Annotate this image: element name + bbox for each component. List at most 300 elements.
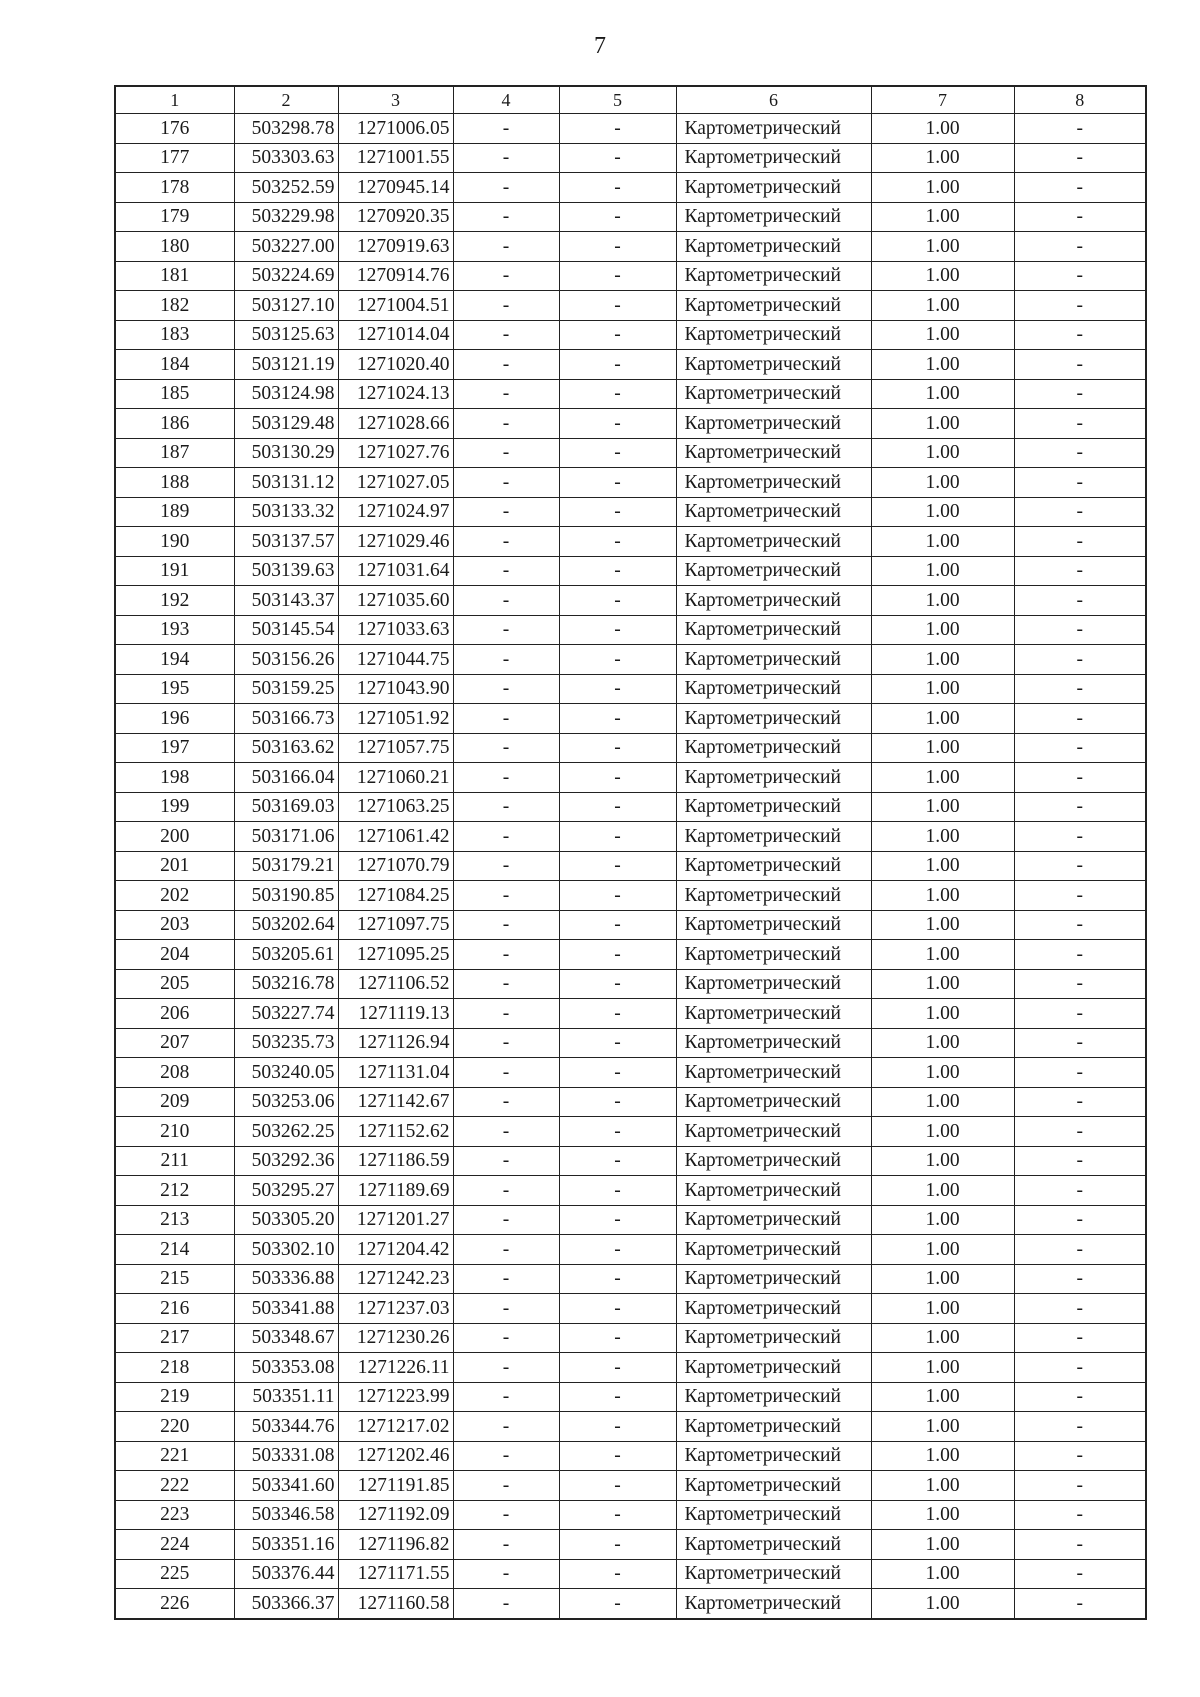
method-cell: Картометрический: [676, 881, 871, 911]
accuracy-cell: 1.00: [871, 1559, 1014, 1589]
column-4-cell: -: [453, 910, 559, 940]
column-4-cell: -: [453, 1294, 559, 1324]
point-number-cell: 190: [115, 527, 234, 557]
column-4-cell: -: [453, 1117, 559, 1147]
column-8-cell: -: [1014, 1530, 1146, 1560]
column-5-cell: -: [559, 999, 676, 1029]
x-coordinate-cell: 503295.27: [234, 1176, 338, 1206]
y-coordinate-cell: 1271204.42: [338, 1235, 453, 1265]
point-number-cell: 224: [115, 1530, 234, 1560]
column-8-cell: -: [1014, 792, 1146, 822]
point-number-cell: 207: [115, 1028, 234, 1058]
y-coordinate-cell: 1271033.63: [338, 615, 453, 645]
table-row: [115, 1058, 1146, 1088]
x-coordinate-cell: 503351.11: [234, 1382, 338, 1412]
x-coordinate-cell: 503253.06: [234, 1087, 338, 1117]
x-coordinate-cell: 503262.25: [234, 1117, 338, 1147]
column-4-cell: -: [453, 291, 559, 321]
column-8-cell: -: [1014, 497, 1146, 527]
column-5-cell: -: [559, 1471, 676, 1501]
accuracy-cell: 1.00: [871, 114, 1014, 144]
table-row: [115, 556, 1146, 586]
method-cell: Картометрический: [676, 704, 871, 734]
y-coordinate-cell: 1271186.59: [338, 1146, 453, 1176]
column-header: 7: [871, 86, 1014, 114]
method-cell: Картометрический: [676, 733, 871, 763]
accuracy-cell: 1.00: [871, 350, 1014, 380]
method-cell: Картометрический: [676, 1530, 871, 1560]
column-4-cell: -: [453, 114, 559, 144]
point-number-cell: 193: [115, 615, 234, 645]
y-coordinate-cell: 1271060.21: [338, 763, 453, 793]
column-4-cell: -: [453, 173, 559, 203]
method-cell: Картометрический: [676, 1087, 871, 1117]
accuracy-cell: 1.00: [871, 586, 1014, 616]
method-cell: Картометрический: [676, 822, 871, 852]
x-coordinate-cell: 503143.37: [234, 586, 338, 616]
column-header: 8: [1014, 86, 1146, 114]
x-coordinate-cell: 503133.32: [234, 497, 338, 527]
x-coordinate-cell: 503229.98: [234, 202, 338, 232]
table-row: [115, 1205, 1146, 1235]
accuracy-cell: 1.00: [871, 379, 1014, 409]
accuracy-cell: 1.00: [871, 497, 1014, 527]
column-8-cell: -: [1014, 940, 1146, 970]
point-number-cell: 177: [115, 143, 234, 173]
point-number-cell: 208: [115, 1058, 234, 1088]
column-8-cell: -: [1014, 320, 1146, 350]
accuracy-cell: 1.00: [871, 1117, 1014, 1147]
table-row: [115, 851, 1146, 881]
accuracy-cell: 1.00: [871, 143, 1014, 173]
coordinates-table: [114, 85, 1147, 1620]
y-coordinate-cell: 1271014.04: [338, 320, 453, 350]
x-coordinate-cell: 503346.58: [234, 1500, 338, 1530]
x-coordinate-cell: 503137.57: [234, 527, 338, 557]
column-4-cell: -: [453, 704, 559, 734]
point-number-cell: 206: [115, 999, 234, 1029]
column-5-cell: -: [559, 1205, 676, 1235]
column-4-cell: -: [453, 969, 559, 999]
table-row: [115, 527, 1146, 557]
column-8-cell: -: [1014, 1353, 1146, 1383]
column-header: 3: [338, 86, 453, 114]
accuracy-cell: 1.00: [871, 1500, 1014, 1530]
column-5-cell: -: [559, 232, 676, 262]
y-coordinate-cell: 1271171.55: [338, 1559, 453, 1589]
x-coordinate-cell: 503235.73: [234, 1028, 338, 1058]
column-5-cell: -: [559, 881, 676, 911]
x-coordinate-cell: 503353.08: [234, 1353, 338, 1383]
column-4-cell: -: [453, 232, 559, 262]
column-5-cell: -: [559, 114, 676, 144]
method-cell: Картометрический: [676, 350, 871, 380]
column-8-cell: -: [1014, 1441, 1146, 1471]
column-5-cell: -: [559, 645, 676, 675]
column-5-cell: -: [559, 1323, 676, 1353]
method-cell: Картометрический: [676, 1117, 871, 1147]
column-5-cell: -: [559, 1235, 676, 1265]
column-5-cell: -: [559, 350, 676, 380]
y-coordinate-cell: 1271217.02: [338, 1412, 453, 1442]
column-8-cell: -: [1014, 468, 1146, 498]
y-coordinate-cell: 1271027.05: [338, 468, 453, 498]
column-4-cell: -: [453, 1500, 559, 1530]
column-8-cell: -: [1014, 645, 1146, 675]
method-cell: Картометрический: [676, 1146, 871, 1176]
column-4-cell: -: [453, 999, 559, 1029]
column-8-cell: -: [1014, 1589, 1146, 1619]
table-row: [115, 822, 1146, 852]
column-4-cell: -: [453, 202, 559, 232]
table-row: [115, 940, 1146, 970]
table-row: [115, 1235, 1146, 1265]
method-cell: Картометрический: [676, 586, 871, 616]
method-cell: Картометрический: [676, 143, 871, 173]
table-row: [115, 114, 1146, 144]
method-cell: Картометрический: [676, 379, 871, 409]
y-coordinate-cell: 1271142.67: [338, 1087, 453, 1117]
column-5-cell: -: [559, 822, 676, 852]
column-8-cell: -: [1014, 438, 1146, 468]
y-coordinate-cell: 1271106.52: [338, 969, 453, 999]
x-coordinate-cell: 503124.98: [234, 379, 338, 409]
column-4-cell: -: [453, 1589, 559, 1619]
column-8-cell: -: [1014, 379, 1146, 409]
accuracy-cell: 1.00: [871, 1205, 1014, 1235]
column-8-cell: -: [1014, 291, 1146, 321]
column-8-cell: -: [1014, 1500, 1146, 1530]
column-5-cell: -: [559, 1146, 676, 1176]
column-8-cell: -: [1014, 114, 1146, 144]
y-coordinate-cell: 1271044.75: [338, 645, 453, 675]
accuracy-cell: 1.00: [871, 291, 1014, 321]
point-number-cell: 210: [115, 1117, 234, 1147]
y-coordinate-cell: 1271063.25: [338, 792, 453, 822]
table-row: [115, 615, 1146, 645]
column-4-cell: -: [453, 1205, 559, 1235]
point-number-cell: 185: [115, 379, 234, 409]
accuracy-cell: 1.00: [871, 763, 1014, 793]
column-4-cell: -: [453, 851, 559, 881]
accuracy-cell: 1.00: [871, 232, 1014, 262]
column-4-cell: -: [453, 1264, 559, 1294]
table-row: [115, 1087, 1146, 1117]
column-8-cell: -: [1014, 1235, 1146, 1265]
method-cell: Картометрический: [676, 999, 871, 1029]
column-8-cell: -: [1014, 556, 1146, 586]
method-cell: Картометрический: [676, 1058, 871, 1088]
x-coordinate-cell: 503139.63: [234, 556, 338, 586]
table-row: [115, 350, 1146, 380]
column-4-cell: -: [453, 586, 559, 616]
column-5-cell: -: [559, 792, 676, 822]
y-coordinate-cell: 1271006.05: [338, 114, 453, 144]
point-number-cell: 197: [115, 733, 234, 763]
column-4-cell: -: [453, 645, 559, 675]
method-cell: Картометрический: [676, 232, 871, 262]
method-cell: Картометрический: [676, 969, 871, 999]
x-coordinate-cell: 503227.00: [234, 232, 338, 262]
column-4-cell: -: [453, 1176, 559, 1206]
y-coordinate-cell: 1271084.25: [338, 881, 453, 911]
method-cell: Картометрический: [676, 173, 871, 203]
column-8-cell: -: [1014, 733, 1146, 763]
column-4-cell: -: [453, 1412, 559, 1442]
column-4-cell: -: [453, 438, 559, 468]
table-row: [115, 379, 1146, 409]
table-row: [115, 1559, 1146, 1589]
table-row: [115, 468, 1146, 498]
column-header: 4: [453, 86, 559, 114]
column-5-cell: -: [559, 173, 676, 203]
header-row: [115, 86, 1146, 114]
method-cell: Картометрический: [676, 851, 871, 881]
column-8-cell: -: [1014, 527, 1146, 557]
accuracy-cell: 1.00: [871, 1412, 1014, 1442]
x-coordinate-cell: 503179.21: [234, 851, 338, 881]
accuracy-cell: 1.00: [871, 1028, 1014, 1058]
table-header: [115, 86, 1146, 114]
column-5-cell: -: [559, 1589, 676, 1619]
column-4-cell: -: [453, 1058, 559, 1088]
column-5-cell: -: [559, 409, 676, 439]
accuracy-cell: 1.00: [871, 674, 1014, 704]
accuracy-cell: 1.00: [871, 202, 1014, 232]
x-coordinate-cell: 503145.54: [234, 615, 338, 645]
column-4-cell: -: [453, 1235, 559, 1265]
accuracy-cell: 1.00: [871, 468, 1014, 498]
column-5-cell: -: [559, 1382, 676, 1412]
point-number-cell: 189: [115, 497, 234, 527]
x-coordinate-cell: 503159.25: [234, 674, 338, 704]
table-row: [115, 792, 1146, 822]
column-4-cell: -: [453, 1441, 559, 1471]
point-number-cell: 200: [115, 822, 234, 852]
y-coordinate-cell: 1271226.11: [338, 1353, 453, 1383]
column-5-cell: -: [559, 733, 676, 763]
x-coordinate-cell: 503344.76: [234, 1412, 338, 1442]
x-coordinate-cell: 503302.10: [234, 1235, 338, 1265]
point-number-cell: 213: [115, 1205, 234, 1235]
x-coordinate-cell: 503127.10: [234, 291, 338, 321]
table-row: [115, 1530, 1146, 1560]
column-8-cell: -: [1014, 409, 1146, 439]
table-row: [115, 999, 1146, 1029]
table-row: [115, 704, 1146, 734]
table-body: [115, 114, 1146, 1619]
column-4-cell: -: [453, 1471, 559, 1501]
accuracy-cell: 1.00: [871, 645, 1014, 675]
table-row: [115, 1382, 1146, 1412]
y-coordinate-cell: 1270914.76: [338, 261, 453, 291]
x-coordinate-cell: 503130.29: [234, 438, 338, 468]
method-cell: Картометрический: [676, 940, 871, 970]
column-5-cell: -: [559, 202, 676, 232]
column-4-cell: -: [453, 763, 559, 793]
y-coordinate-cell: 1271131.04: [338, 1058, 453, 1088]
accuracy-cell: 1.00: [871, 615, 1014, 645]
column-5-cell: -: [559, 1058, 676, 1088]
point-number-cell: 220: [115, 1412, 234, 1442]
column-5-cell: -: [559, 291, 676, 321]
column-5-cell: -: [559, 1441, 676, 1471]
table-row: [115, 1353, 1146, 1383]
point-number-cell: 187: [115, 438, 234, 468]
table-row: [115, 409, 1146, 439]
point-number-cell: 178: [115, 173, 234, 203]
column-4-cell: -: [453, 350, 559, 380]
accuracy-cell: 1.00: [871, 1353, 1014, 1383]
point-number-cell: 214: [115, 1235, 234, 1265]
y-coordinate-cell: 1271024.97: [338, 497, 453, 527]
accuracy-cell: 1.00: [871, 1235, 1014, 1265]
column-4-cell: -: [453, 733, 559, 763]
column-4-cell: -: [453, 409, 559, 439]
y-coordinate-cell: 1271192.09: [338, 1500, 453, 1530]
x-coordinate-cell: 503166.04: [234, 763, 338, 793]
column-5-cell: -: [559, 1117, 676, 1147]
column-8-cell: -: [1014, 1323, 1146, 1353]
column-4-cell: -: [453, 940, 559, 970]
column-4-cell: -: [453, 261, 559, 291]
table-row: [115, 1176, 1146, 1206]
table-row: [115, 1471, 1146, 1501]
method-cell: Картометрический: [676, 1235, 871, 1265]
column-4-cell: -: [453, 1559, 559, 1589]
column-4-cell: -: [453, 527, 559, 557]
column-5-cell: -: [559, 527, 676, 557]
y-coordinate-cell: 1271242.23: [338, 1264, 453, 1294]
x-coordinate-cell: 503341.60: [234, 1471, 338, 1501]
accuracy-cell: 1.00: [871, 881, 1014, 911]
x-coordinate-cell: 503163.62: [234, 733, 338, 763]
column-8-cell: -: [1014, 143, 1146, 173]
column-header: 6: [676, 86, 871, 114]
x-coordinate-cell: 503129.48: [234, 409, 338, 439]
y-coordinate-cell: 1271097.75: [338, 910, 453, 940]
point-number-cell: 205: [115, 969, 234, 999]
column-4-cell: -: [453, 674, 559, 704]
method-cell: Картометрический: [676, 910, 871, 940]
accuracy-cell: 1.00: [871, 1382, 1014, 1412]
point-number-cell: 186: [115, 409, 234, 439]
column-5-cell: -: [559, 1559, 676, 1589]
accuracy-cell: 1.00: [871, 1294, 1014, 1324]
x-coordinate-cell: 503121.19: [234, 350, 338, 380]
table-row: [115, 497, 1146, 527]
point-number-cell: 199: [115, 792, 234, 822]
column-8-cell: -: [1014, 586, 1146, 616]
method-cell: Картометрический: [676, 261, 871, 291]
column-8-cell: -: [1014, 1205, 1146, 1235]
y-coordinate-cell: 1271223.99: [338, 1382, 453, 1412]
table-row: [115, 881, 1146, 911]
column-8-cell: -: [1014, 881, 1146, 911]
accuracy-cell: 1.00: [871, 733, 1014, 763]
column-4-cell: -: [453, 1382, 559, 1412]
y-coordinate-cell: 1271001.55: [338, 143, 453, 173]
column-8-cell: -: [1014, 999, 1146, 1029]
x-coordinate-cell: 503366.37: [234, 1589, 338, 1619]
column-8-cell: -: [1014, 704, 1146, 734]
point-number-cell: 219: [115, 1382, 234, 1412]
y-coordinate-cell: 1271119.13: [338, 999, 453, 1029]
accuracy-cell: 1.00: [871, 1530, 1014, 1560]
column-5-cell: -: [559, 910, 676, 940]
table-row: [115, 1294, 1146, 1324]
method-cell: Картометрический: [676, 556, 871, 586]
column-4-cell: -: [453, 497, 559, 527]
point-number-cell: 180: [115, 232, 234, 262]
method-cell: Картометрический: [676, 114, 871, 144]
y-coordinate-cell: 1271031.64: [338, 556, 453, 586]
column-8-cell: -: [1014, 910, 1146, 940]
accuracy-cell: 1.00: [871, 1176, 1014, 1206]
table-row: [115, 202, 1146, 232]
accuracy-cell: 1.00: [871, 969, 1014, 999]
column-8-cell: -: [1014, 615, 1146, 645]
column-5-cell: -: [559, 1176, 676, 1206]
method-cell: Картометрический: [676, 1323, 871, 1353]
column-5-cell: -: [559, 1264, 676, 1294]
table-row: [115, 1028, 1146, 1058]
method-cell: Картометрический: [676, 1028, 871, 1058]
point-number-cell: 201: [115, 851, 234, 881]
method-cell: Картометрический: [676, 320, 871, 350]
column-5-cell: -: [559, 586, 676, 616]
method-cell: Картометрический: [676, 1559, 871, 1589]
column-8-cell: -: [1014, 1294, 1146, 1324]
x-coordinate-cell: 503331.08: [234, 1441, 338, 1471]
column-4-cell: -: [453, 615, 559, 645]
accuracy-cell: 1.00: [871, 556, 1014, 586]
y-coordinate-cell: 1271152.62: [338, 1117, 453, 1147]
method-cell: Картометрический: [676, 202, 871, 232]
method-cell: Картометрический: [676, 1471, 871, 1501]
point-number-cell: 221: [115, 1441, 234, 1471]
x-coordinate-cell: 503351.16: [234, 1530, 338, 1560]
point-number-cell: 192: [115, 586, 234, 616]
point-number-cell: 191: [115, 556, 234, 586]
x-coordinate-cell: 503227.74: [234, 999, 338, 1029]
table-row: [115, 291, 1146, 321]
y-coordinate-cell: 1271126.94: [338, 1028, 453, 1058]
column-8-cell: -: [1014, 350, 1146, 380]
method-cell: Картометрический: [676, 1589, 871, 1619]
column-5-cell: -: [559, 320, 676, 350]
column-4-cell: -: [453, 320, 559, 350]
column-8-cell: -: [1014, 969, 1146, 999]
y-coordinate-cell: 1271029.46: [338, 527, 453, 557]
y-coordinate-cell: 1271035.60: [338, 586, 453, 616]
accuracy-cell: 1.00: [871, 1058, 1014, 1088]
y-coordinate-cell: 1271043.90: [338, 674, 453, 704]
column-8-cell: -: [1014, 1146, 1146, 1176]
method-cell: Картометрический: [676, 1176, 871, 1206]
y-coordinate-cell: 1271024.13: [338, 379, 453, 409]
table-row: [115, 320, 1146, 350]
y-coordinate-cell: 1271201.27: [338, 1205, 453, 1235]
column-5-cell: -: [559, 1530, 676, 1560]
point-number-cell: 217: [115, 1323, 234, 1353]
point-number-cell: 225: [115, 1559, 234, 1589]
table-row: [115, 173, 1146, 203]
table-row: [115, 1117, 1146, 1147]
table-row: [115, 1264, 1146, 1294]
point-number-cell: 204: [115, 940, 234, 970]
accuracy-cell: 1.00: [871, 261, 1014, 291]
